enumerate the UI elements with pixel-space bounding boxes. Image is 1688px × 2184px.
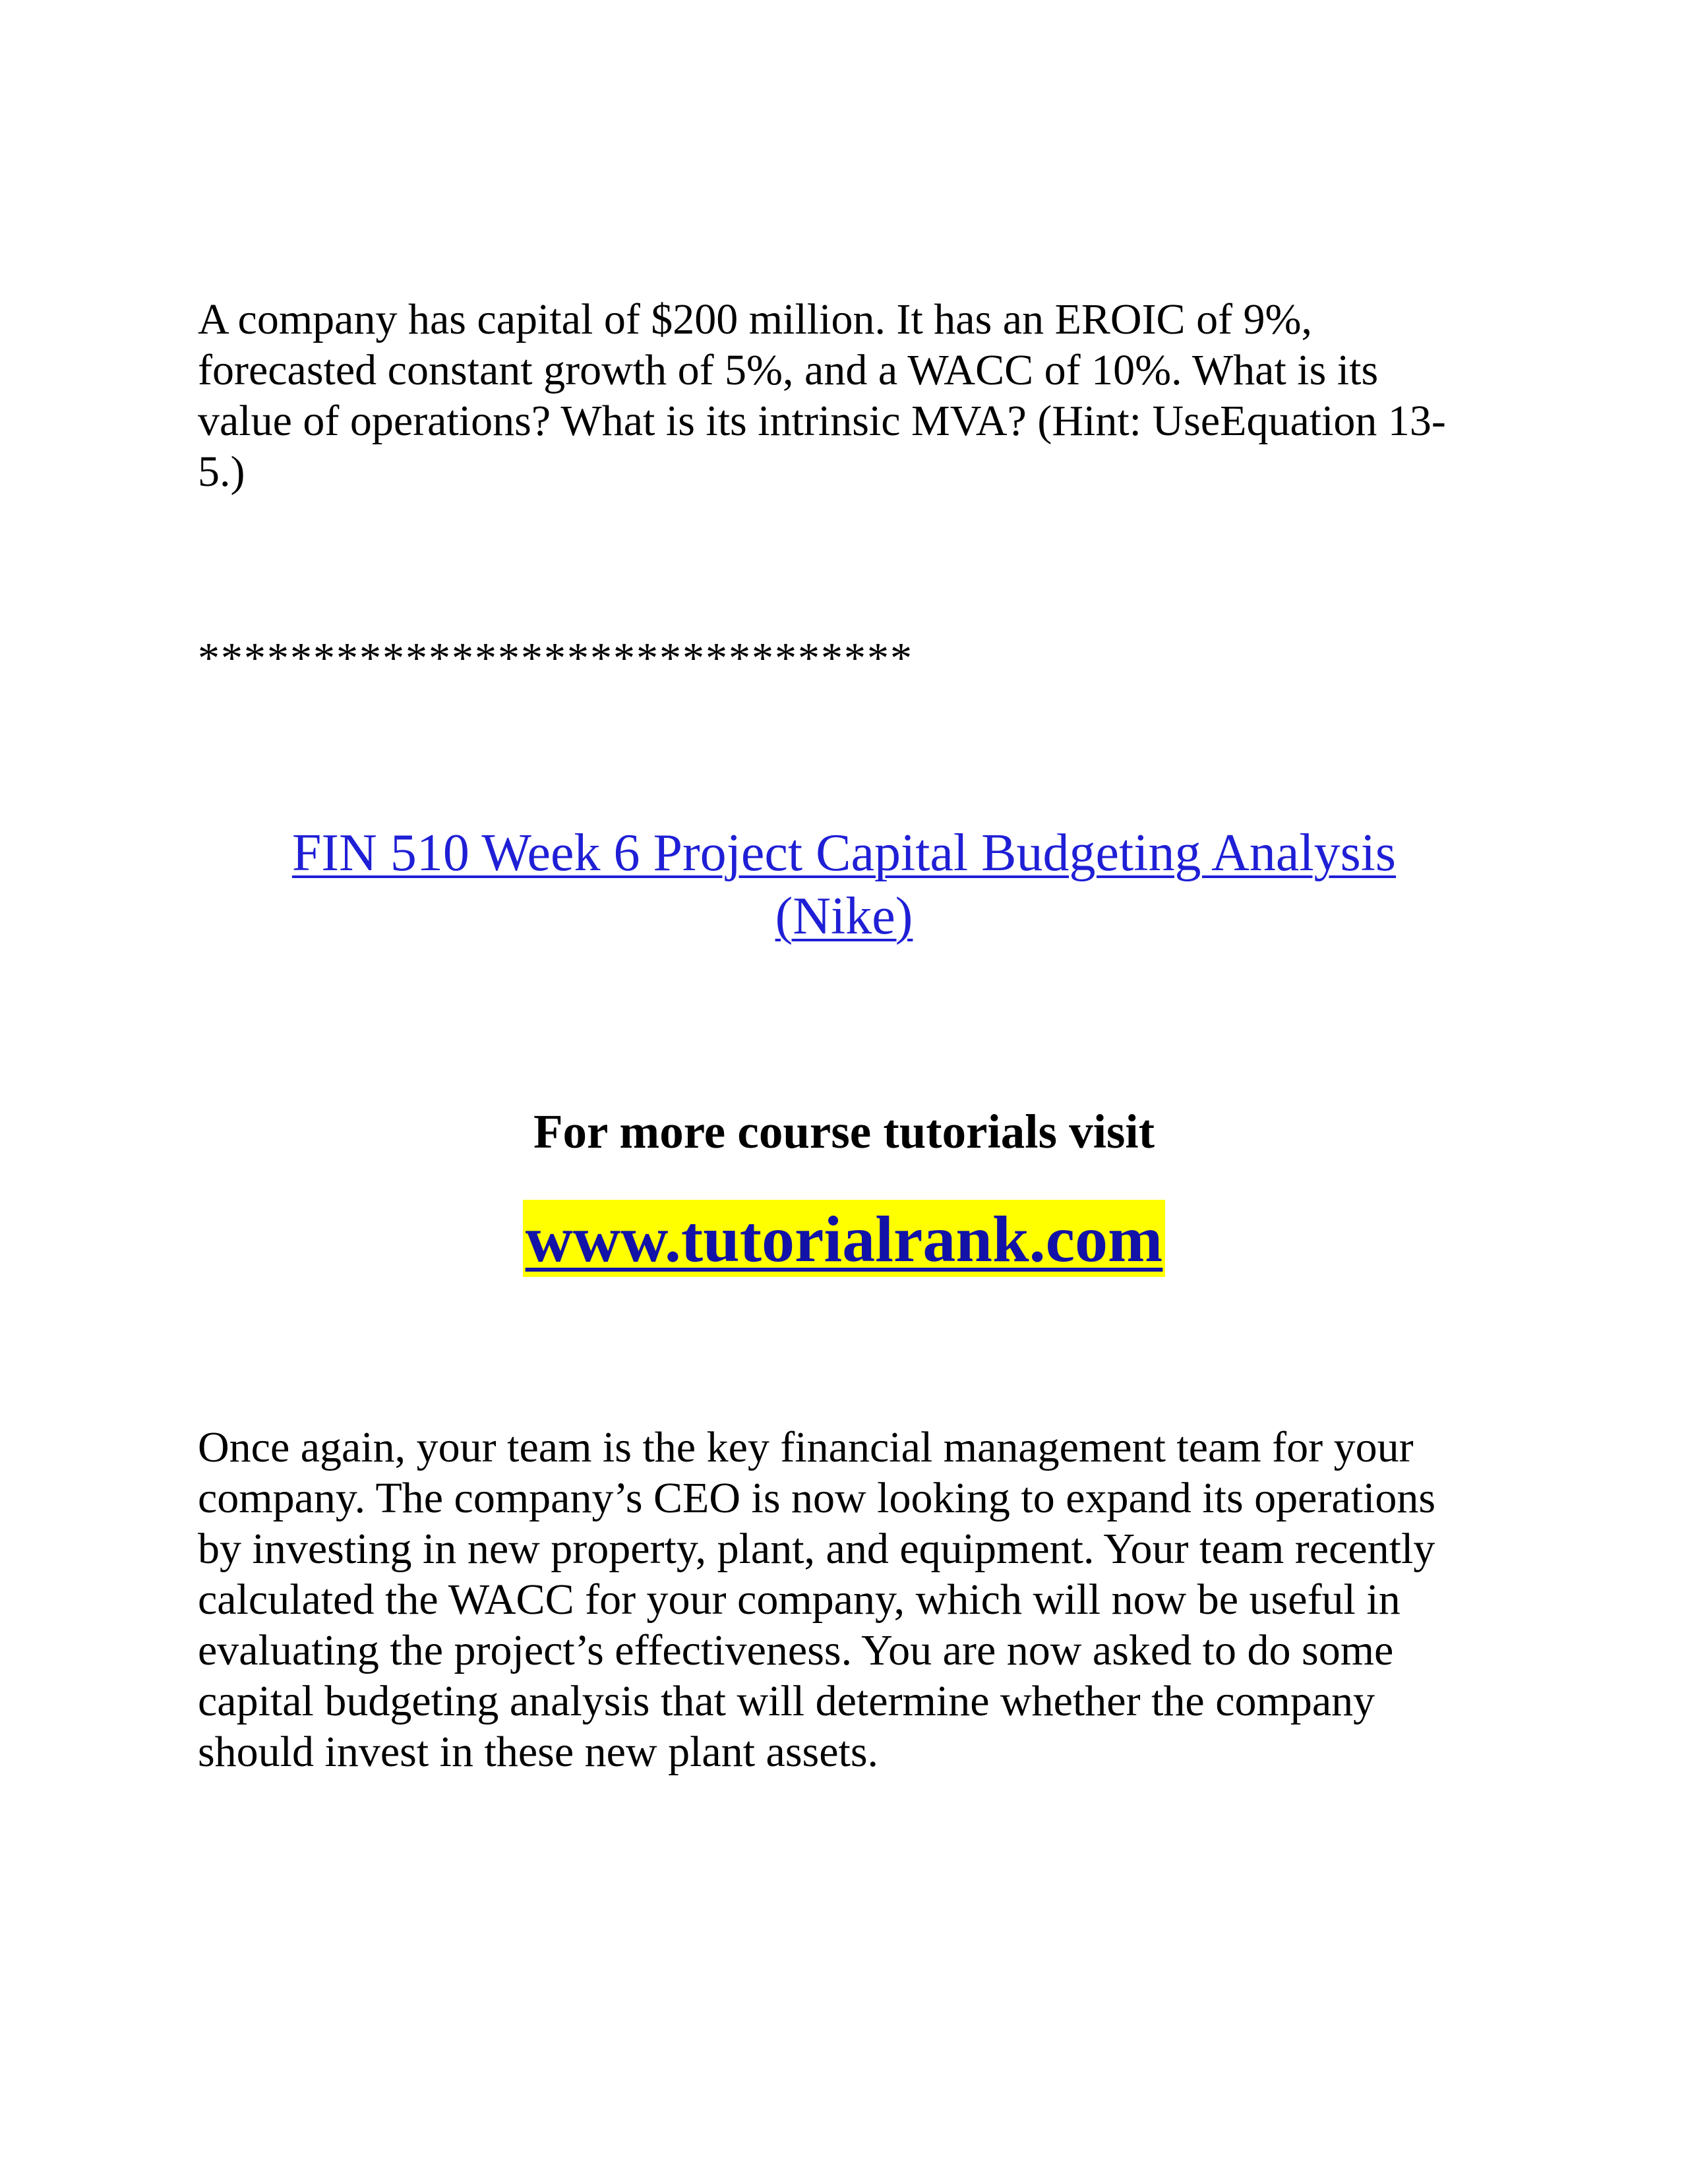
question-paragraph [198,294,1490,497]
body-line: company. The company’s CEO is now looking to expand its operations [198,1474,1436,1522]
site-link[interactable]: www.tutorialrank.com [523,1200,1166,1277]
body-line: should invest in these new plant assets. [198,1728,879,1776]
question-line: A company has capital of $200 million. It has an EROIC of 9%, [198,295,1313,343]
course-title-line-1: FIN 510 Week 6 Project Capital Budgeting Analysis [291,824,1397,882]
title-link-block [0,821,1688,948]
asterisk-separator: ******************************* [198,634,913,682]
question-line: value of operations? What is its intrinsic MVA? (Hint: UseEquation 13- [198,397,1446,445]
course-title-line-2: (Nike) [775,887,913,945]
body-line: evaluating the project’s effectiveness. You are now asked to do some [198,1626,1394,1674]
body-line: Once again, your team is the key financial management team for your [198,1423,1414,1471]
body-line: capital budgeting analysis that will determine whether the company [198,1677,1375,1725]
question-line: 5.) [198,448,245,496]
site-link-block [0,1201,1688,1278]
body-line: by investing in new property, plant, and equipment. Your team recently [198,1525,1435,1573]
question-line: forecasted constant growth of 5%, and a WACC of 10%. What is its [198,346,1379,394]
body-line: calculated the WACC for your company, which will now be useful in [198,1576,1401,1624]
course-title-link[interactable] [0,821,1688,948]
promo-heading: For more course tutorials visit [533,1105,1155,1158]
body-paragraph [198,1422,1490,1777]
